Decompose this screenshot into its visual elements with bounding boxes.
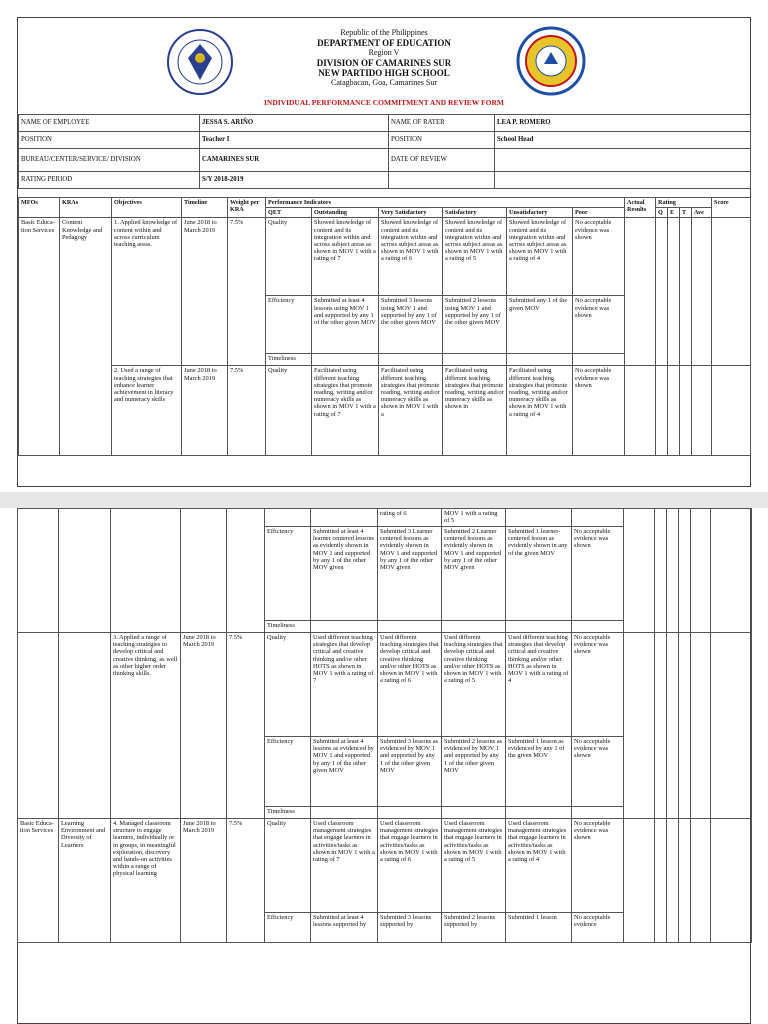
indicator: Submitted at least 4 lessons as evidenced by MOV 1 and supported by any 1 of the other given MOV — [311, 737, 378, 807]
rating-t-cell — [679, 633, 691, 819]
indicator: No acceptable evidence was shown — [572, 633, 624, 737]
label-rating-period: RATING PERIOD — [19, 172, 200, 189]
rating-t-cell — [679, 509, 691, 633]
timeline-3: June 2018 to March 2019 — [181, 633, 227, 819]
rater-name: LEA P. ROMERO — [495, 115, 751, 132]
indicator: Facilitated using different teaching strategies that promote reading, writing and/or numeracy skills as shown in — [443, 366, 507, 456]
indicator — [311, 509, 378, 527]
weight-3: 7.5% — [227, 633, 265, 819]
indicator: No acceptable evidence was shown — [573, 366, 625, 456]
rating-e-cell — [668, 218, 680, 366]
indicator: No acceptable evidence was shown — [573, 218, 625, 296]
qet-timeliness: Timeliness — [266, 354, 312, 366]
mfo-cell — [18, 509, 59, 633]
header-deped: DEPARTMENT OF EDUCATION — [317, 38, 451, 48]
page-2 — [0, 508, 768, 1024]
indicator: Submitted at least 4 lessons supported by — [311, 913, 378, 943]
score-cell — [712, 366, 751, 456]
rating-ave-cell — [692, 366, 712, 456]
col-performance-indicators: Performance Indicators — [266, 198, 625, 208]
rating-e-cell — [667, 633, 679, 819]
header-republic: Republic of the Philippines — [340, 28, 428, 37]
label-name-of-rater: NAME OF RATER — [389, 115, 495, 132]
indicator: Submitted at least 4 lessons using MOV 1 and supported by any 1 of the other given MOV — [312, 296, 379, 354]
col-satisfactory: Satisfactory — [443, 208, 507, 218]
kra-cell — [59, 633, 111, 819]
indicator — [312, 354, 379, 366]
indicator: Submitted 2 lessons as evidenced by MOV 1 and supported by any 1 of the other given MOV — [442, 737, 506, 807]
label-position: POSITION — [19, 132, 200, 149]
label-rater-position: POSITION — [389, 132, 495, 149]
rating-q-cell — [655, 819, 667, 943]
col-poor: Poor — [573, 208, 625, 218]
indicator: Submitted 2 Learner centered lessons as evidently shown in MOV 1 and supported by any 1 of the other MOV given — [442, 527, 506, 621]
col-q: Q — [656, 208, 668, 218]
kra-cell: Content Knowledge and Pedagogy — [60, 218, 112, 456]
qet-timeliness: Timeliness — [265, 807, 311, 819]
score-cell — [712, 218, 751, 366]
col-actual-results: Actual Results — [625, 198, 656, 218]
objective-cell — [111, 509, 181, 633]
weight-2: 7.5% — [228, 366, 266, 456]
indicator: Submitted 2 lessons supported by — [442, 913, 506, 943]
indicator — [442, 621, 506, 633]
header-division: DIVISION OF CAMARINES SUR — [316, 58, 452, 68]
indicator: Submitted 1 learner-centered lesson as evidently shown in any of the given MOV — [506, 527, 572, 621]
indicator — [507, 354, 573, 366]
indicator: Submitted 3 lessons supported by — [378, 913, 442, 943]
indicator: Submitted 2 lessons using MOV 1 and supported by any 1 of the other given MOV — [443, 296, 507, 354]
actual-results-cell — [624, 509, 655, 633]
page-frame — [17, 508, 751, 1024]
col-kras: KRAs — [60, 198, 112, 218]
rating-t-cell — [680, 218, 692, 366]
timeline-cell — [181, 509, 227, 633]
col-outstanding: Outstanding — [312, 208, 379, 218]
qet-efficiency: Efficiency — [265, 913, 311, 943]
col-objectives: Objectives — [112, 198, 182, 218]
qet-efficiency: Efficiency — [265, 527, 311, 621]
indicator: Showed knowledge of content and its integration within and across subject areas as shown in MOV 1 with a rating of 5 — [443, 218, 507, 296]
form-title: INDIVIDUAL PERFORMANCE COMMITMENT AND REVIEW FORM — [264, 98, 504, 107]
indicator — [379, 354, 443, 366]
ipcrf-table-page-1 — [18, 197, 751, 456]
indicator: Used classroom management strategies that engage learners in activities/tasks as shown in MOV 1 with a rating of 7 — [311, 819, 378, 913]
col-weight: Weight per KRA — [228, 198, 266, 218]
kra-cell: Learning Environment and Diversity of Learners — [59, 819, 111, 943]
rater-position: School Head — [495, 132, 751, 149]
rating-ave-cell — [691, 819, 711, 943]
indicator: No acceptable evidence was shown — [572, 819, 624, 913]
col-score: Score — [712, 198, 751, 218]
indicator: Facilitated using different teaching strategies that promote reading, writing and/or numeracy skills as shown in MOV 1 with a rating of 4 — [507, 366, 573, 456]
actual-results-cell — [625, 218, 656, 366]
col-qet: QET — [266, 208, 312, 218]
weight-1: 7.5% — [228, 218, 266, 366]
indicator: Showed knowledge of content and its integration within and across subject areas as shown in MOV 1 with a rating of 7 — [312, 218, 379, 296]
label-bureau: BUREAU/CENTER/SERVICE/ DIVISION — [19, 149, 200, 172]
indicator: Used different teaching strategies that develop critical and creative thinking and/or other HOTS as shown in MOV 1 with a rating of 6 — [378, 633, 442, 737]
qet-efficiency: Efficiency — [265, 737, 311, 807]
indicator: Used different teaching strategies that develop critical and creative thinking and/or other HOTS as shown in MOV 1 with a rating of 7 — [311, 633, 378, 737]
objective-4: 4. Managed classroom structure to engage learners, individually or in groups, in meaningful exploration, discovery and hands-on activities within a range of physical learning — [111, 819, 181, 943]
kra-cell — [59, 509, 111, 633]
bureau-value: CAMARINES SUR — [200, 149, 389, 172]
col-e: E — [668, 208, 680, 218]
indicator — [506, 621, 572, 633]
rating-t-cell — [680, 366, 692, 456]
indicator — [378, 807, 442, 819]
empty-cell — [389, 172, 495, 189]
indicator: Submitted 1 lesson as evidenced by any 1 of the given MOV — [506, 737, 572, 807]
label-date-of-review: DATE OF REVIEW — [389, 149, 495, 172]
indicator: Used classroom management strategies that engage learners in activities/tasks as shown in MOV 1 with a rating of 5 — [442, 819, 506, 913]
col-mfos: MFOs — [19, 198, 60, 218]
actual-results-cell — [624, 633, 655, 819]
actual-results-cell — [624, 819, 655, 943]
indicator: No acceptable evidence was shown — [572, 527, 624, 621]
score-cell — [711, 509, 752, 633]
indicator — [506, 807, 572, 819]
indicator: MOV 1 with a rating of 5 — [442, 509, 506, 527]
indicator: Submitted any 1 of the given MOV — [507, 296, 573, 354]
qet-quality: Quality — [266, 366, 312, 456]
indicator: Used classroom management strategies that engage learners in activities/tasks as shown in MOV 1 with a rating of 4 — [506, 819, 572, 913]
timeline-2: June 2018 to March 2019 — [182, 366, 228, 456]
objective-1: 1. Applied knowledge of content within and across curriculum teaching areas. — [112, 218, 182, 366]
mfo-cell — [18, 633, 59, 819]
page-frame — [17, 17, 751, 487]
actual-results-cell — [625, 366, 656, 456]
objective-2: 2. Used a range of teaching strategies that enhance learner achievement in literacy and numeracy skills — [112, 366, 182, 456]
indicator: Submitted 3 lessons as evidenced by MOV 1 and supported by any 1 of the other given MOV — [378, 737, 442, 807]
rating-ave-cell — [692, 218, 712, 366]
rating-e-cell — [668, 366, 680, 456]
employee-position: Teacher I — [200, 132, 389, 149]
indicator: Used classroom management strategies that engage learners in activities/tasks as shown in MOV 1 with a rating of 6 — [378, 819, 442, 913]
rating-q-cell — [656, 366, 668, 456]
indicator — [572, 509, 624, 527]
indicator: rating of 6 — [378, 509, 442, 527]
col-rating: Rating — [656, 198, 712, 208]
col-very-satisfactory: Very Satisfactory — [379, 208, 443, 218]
timeline-1: June 2018 to March 2019 — [182, 218, 228, 366]
indicator: Submitted 3 lessons using MOV 1 and supported by any 1 of the other given MOV — [379, 296, 443, 354]
indicator: No acceptable evidence was shown — [573, 296, 625, 354]
indicator: No acceptable evidence was shown — [572, 737, 624, 807]
indicator — [573, 354, 625, 366]
indicator — [442, 807, 506, 819]
rating-ave-cell — [691, 509, 711, 633]
mfo-cell: Basic Educa-tion Services — [18, 819, 59, 943]
indicator: Used different teaching strategies that develop critical and creative thinking and/or other HOTS as shown in MOV 1 with a rating of 5 — [442, 633, 506, 737]
rating-q-cell — [655, 509, 667, 633]
score-cell — [711, 819, 752, 943]
score-cell — [711, 633, 752, 819]
rating-q-cell — [656, 218, 668, 366]
indicator: Submitted 1 lesson — [506, 913, 572, 943]
col-timeline: Timeline — [182, 198, 228, 218]
employee-name: JESSA S. ARIÑO — [200, 115, 389, 132]
indicator: Facilitated using different teaching strategies that promote reading, writing and/or numeracy skills as shown in MOV 1 with a rating of 7 — [312, 366, 379, 456]
page-1 — [0, 0, 768, 492]
indicator: Showed knowledge of content and its integration within and across subject areas as shown in MOV 1 with a rating of 6 — [379, 218, 443, 296]
indicator: Facilitated using different teaching strategies that promote reading, writing and/or numeracy skills as shown in MOV 1 with a — [379, 366, 443, 456]
header-region: Region V — [368, 48, 400, 57]
indicator: Submitted at least 4 learner centered lessons as evidently shown in MOV 1 and supported by any 1 of the other MOV given — [311, 527, 378, 621]
indicator — [311, 807, 378, 819]
employee-info-table — [18, 114, 751, 189]
rating-t-cell — [679, 819, 691, 943]
indicator — [311, 621, 378, 633]
indicator — [443, 354, 507, 366]
rating-q-cell — [655, 633, 667, 819]
label-name-of-employee: NAME OF EMPLOYEE — [19, 115, 200, 132]
col-t: T — [680, 208, 692, 218]
indicator: Showed knowledge of content and its integration within and across subject areas as shown in MOV 1 with a rating of 4 — [507, 218, 573, 296]
weight-cell — [227, 509, 265, 633]
qet-quality: Quality — [266, 218, 312, 296]
timeline-4: June 2018 to March 2019 — [181, 819, 227, 943]
qet-quality: Quality — [265, 819, 311, 913]
rating-e-cell — [667, 509, 679, 633]
qet-quality: Quality — [265, 633, 311, 737]
col-unsatisfactory: Unsatisfactory — [507, 208, 573, 218]
qet-efficiency: Efficiency — [266, 296, 312, 354]
header-address: Catagbacan, Goa, Camarines Sur — [331, 78, 437, 87]
mfo-cell: Basic Educa-tion Services — [19, 218, 60, 456]
indicator — [572, 807, 624, 819]
indicator: Used different teaching strategies that develop critical and creative thinking and/or other HOTS as shown in MOV 1 with a rating of 4 — [506, 633, 572, 737]
col-ave: Ave — [692, 208, 712, 218]
indicator — [378, 621, 442, 633]
indicator: Submitted 3 Learner centered lessons as evidently shown in MOV 1 and supported by any 1 of the other MOV given — [378, 527, 442, 621]
rating-period-value: S/Y 2018-2019 — [200, 172, 389, 189]
qet-cell — [265, 509, 311, 527]
empty-cell — [495, 172, 751, 189]
header-school: NEW PARTIDO HIGH SCHOOL — [318, 68, 450, 78]
date-of-review-value — [495, 149, 751, 172]
qet-timeliness: Timeliness — [265, 621, 311, 633]
rating-ave-cell — [691, 633, 711, 819]
rating-e-cell — [667, 819, 679, 943]
indicator: No acceptable evidence — [572, 913, 624, 943]
weight-4: 7.5% — [227, 819, 265, 943]
objective-3: 3. Applied a range of teaching strategies to develop critical and creative thinking, as well as other higher order thinking skills. — [111, 633, 181, 819]
ipcrf-table-page-2 — [17, 508, 752, 943]
indicator — [506, 509, 572, 527]
indicator — [572, 621, 624, 633]
